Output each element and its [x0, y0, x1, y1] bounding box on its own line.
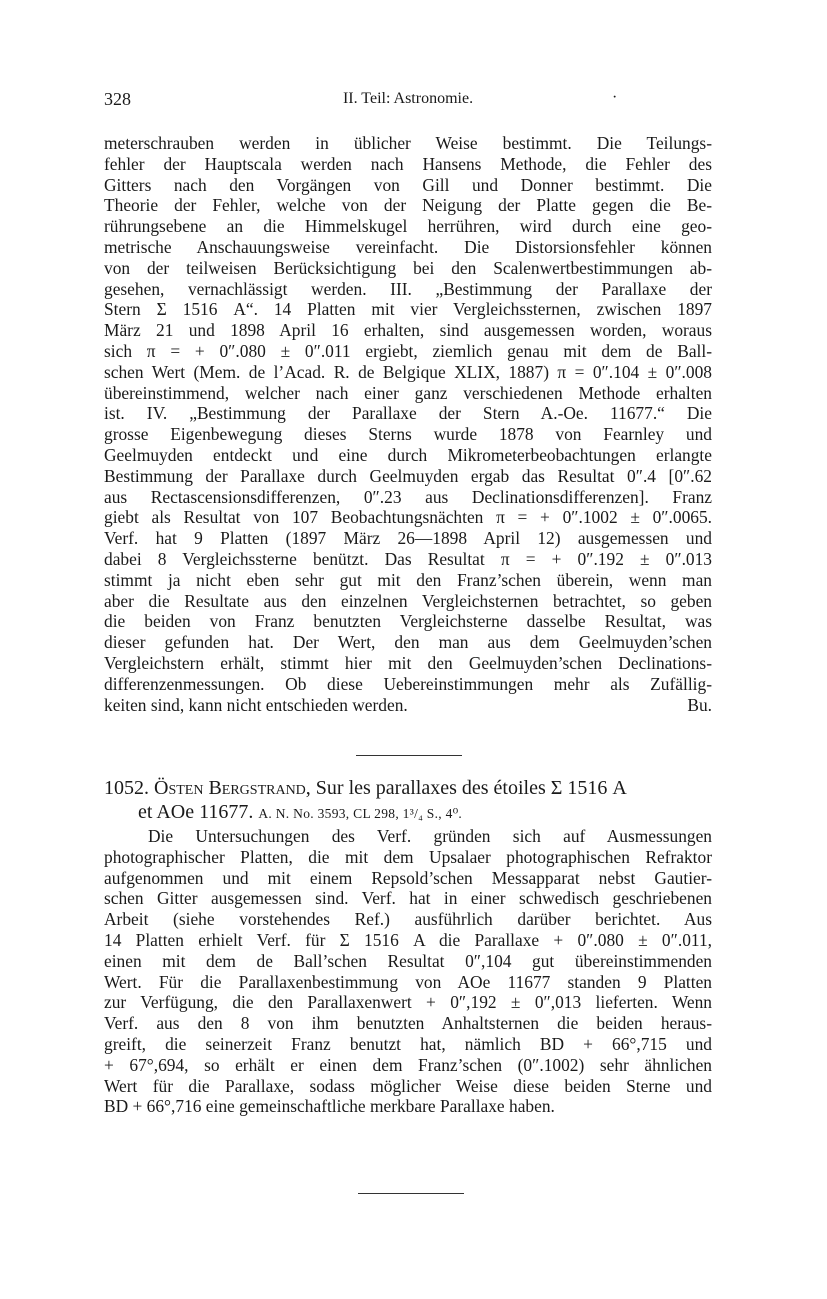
text-line: März 21 und 1898 April 16 erhalten, sind ausgemessen worden, woraus [104, 320, 712, 341]
text-line: aber die Resultate aus den einzelnen Vergleichsternen betrachtet, so geben [104, 590, 712, 611]
text-line: 14 Platten erhielt Verf. für Σ 1516 A die Parallaxe + 0″.080 ± 0″.011, [104, 929, 712, 950]
text-line: grosse Eigenbewegung dieses Sterns wurde 1878 von Fearnley und [104, 424, 712, 445]
section-divider [356, 755, 462, 756]
text-line: fehler der Hauptscala werden nach Hansens Methode, die Fehler des [104, 153, 712, 174]
header-mark: · [612, 89, 618, 106]
text-line: Wert für die Parallaxe, sodass möglicher Weise diese beiden Sterne und [104, 1075, 712, 1096]
running-title: II. Teil: Astronomie. [342, 90, 474, 107]
text-line: keiten sind, kann nicht entschieden werden. Bu. [104, 694, 712, 715]
review-1051-continuation [104, 133, 712, 715]
text-line: differenzenmessungen. Ob diese Uebereinstimmungen mehr als Zufällig- [104, 673, 712, 694]
text-line: die beiden von Franz benutzten Vergleichsterne dasselbe Resultat, was [104, 611, 712, 632]
text-line: photographischer Platten, die mit dem Upsalaer photographischen Refraktor [104, 846, 712, 867]
entry-author: Östen Bergstrand, [154, 777, 311, 799]
text-line: stimmt ja nicht eben sehr gut mit den Franz’schen überein, wenn man [104, 569, 712, 590]
text-line: aus Rectascensionsdifferenzen, 0″.23 aus Declinationsdifferenzen]. Franz [104, 486, 712, 507]
text-line: metrische Anschauungsweise vereinfacht. Die Distorsionsfehler können [104, 236, 712, 257]
text-line: Die Untersuchungen des Verf. gründen sich auf Ausmessungen [148, 826, 712, 846]
section-divider-end [358, 1193, 464, 1194]
text-line: Arbeit (siehe vorstehendes Ref.) ausführlich darüber berichtet. Aus [104, 909, 712, 930]
text-line: Stern Σ 1516 A“. 14 Platten mit vier Vergleichssternen, zwischen 1897 [104, 299, 712, 320]
text-line: Verf. aus den 8 von ihm benutzten Anhaltsternen die beiden heraus- [104, 1013, 712, 1034]
entry-number: 1052. [104, 777, 149, 799]
entry-title-line-1: Sur les parallaxes des étoiles Σ 1516 A [315, 777, 627, 799]
text-line: einen mit dem de Ball’schen Resultat 0″,104 gut übereinstimmenden [104, 950, 712, 971]
text-line: dieser gefunden hat. Der Wert, den man aus dem Geelmuyden’schen [104, 632, 712, 653]
text-line: meterschrauben werden in üblicher Weise bestimmt. Die Teilungs- [104, 133, 712, 153]
text-line: Theorie der Fehler, welche von der Neigung der Platte gegen die Be- [104, 195, 712, 216]
text-line: Geelmuyden entdeckt und eine durch Mikrometerbeobachtungen erlangte [104, 444, 712, 465]
entry-title-line-2: et AOe 11677. [138, 801, 254, 823]
text-line: sich π = + 0″.080 ± 0″.011 ergiebt, ziemlich genau mit dem de Ball- [104, 340, 712, 361]
text-line: schen Wert (Mem. de l’Acad. R. de Belgique XLIX, 1887) π = 0″.104 ± 0″.008 [104, 361, 712, 382]
entry-reference: A. N. No. 3593, CL 298, 1³/₄ S., 4⁰. [258, 806, 463, 821]
text-line: übereinstimmend, welcher nach einer ganz verschiedenen Methode erhalten [104, 382, 712, 403]
text-line: dabei 8 Vergleichssterne benützt. Das Resultat π = + 0″.192 ± 0″.013 [104, 548, 712, 569]
text-line: giebt als Resultat von 107 Beobachtungsnächten π = + 0″.1002 ± 0″.0065. [104, 507, 712, 528]
text-line: aufgenommen und mit einem Repsold’schen Messapparat nebst Gautier- [104, 867, 712, 888]
reviewer-signature: Bu. [687, 694, 712, 715]
text-line: Gitters nach den Vorgängen von Gill und Donner bestimmt. Die [104, 174, 712, 195]
text-line: gesehen, vernachlässigt werden. III. „Bestimmung der Parallaxe der [104, 278, 712, 299]
text-line: rührungsebene an die Himmelskugel herrühren, wird durch eine geo- [104, 216, 712, 237]
page-header [104, 89, 712, 113]
text-line: + 67°,694, so erhält er einen dem Franz’schen (0″.1002) sehr ähnlichen [104, 1054, 712, 1075]
text-line: Bestimmung der Parallaxe durch Geelmuyden ergab das Resultat 0″.4 [0″.62 [104, 465, 712, 486]
text-line: zur Verfügung, die den Parallaxenwert + 0″,192 ± 0″,013 lieferten. Wenn [104, 992, 712, 1013]
text-line: von der teilweisen Berücksichtigung bei den Scalenwertbestimmungen ab- [104, 257, 712, 278]
page-number: 328 [104, 89, 131, 109]
text-line: ist. IV. „Bestimmung der Parallaxe der Stern A.-Oe. 11677.“ Die [104, 403, 712, 424]
text-line: BD + 66°,716 eine gemeinschaftliche merkbare Parallaxe haben. [104, 1096, 555, 1117]
text-line: Verf. hat 9 Platten (1897 März 26—1898 April 12) ausgemessen und [104, 528, 712, 549]
review-1052-body [104, 826, 712, 1117]
text-line: Vergleichstern erhält, stimmt hier mit den Geelmuyden’schen Declinations- [104, 652, 712, 673]
text-line: Wert. Für die Parallaxenbestimmung von AOe 11677 standen 9 Platten [104, 971, 712, 992]
review-1052-heading [104, 776, 712, 826]
text-line: schen Gitter ausgemessen sind. Verf. hat in einer schwedisch geschriebenen [104, 888, 712, 909]
text-line: greift, die seinerzeit Franz benutzt hat, nämlich BD + 66°,715 und [104, 1033, 712, 1054]
